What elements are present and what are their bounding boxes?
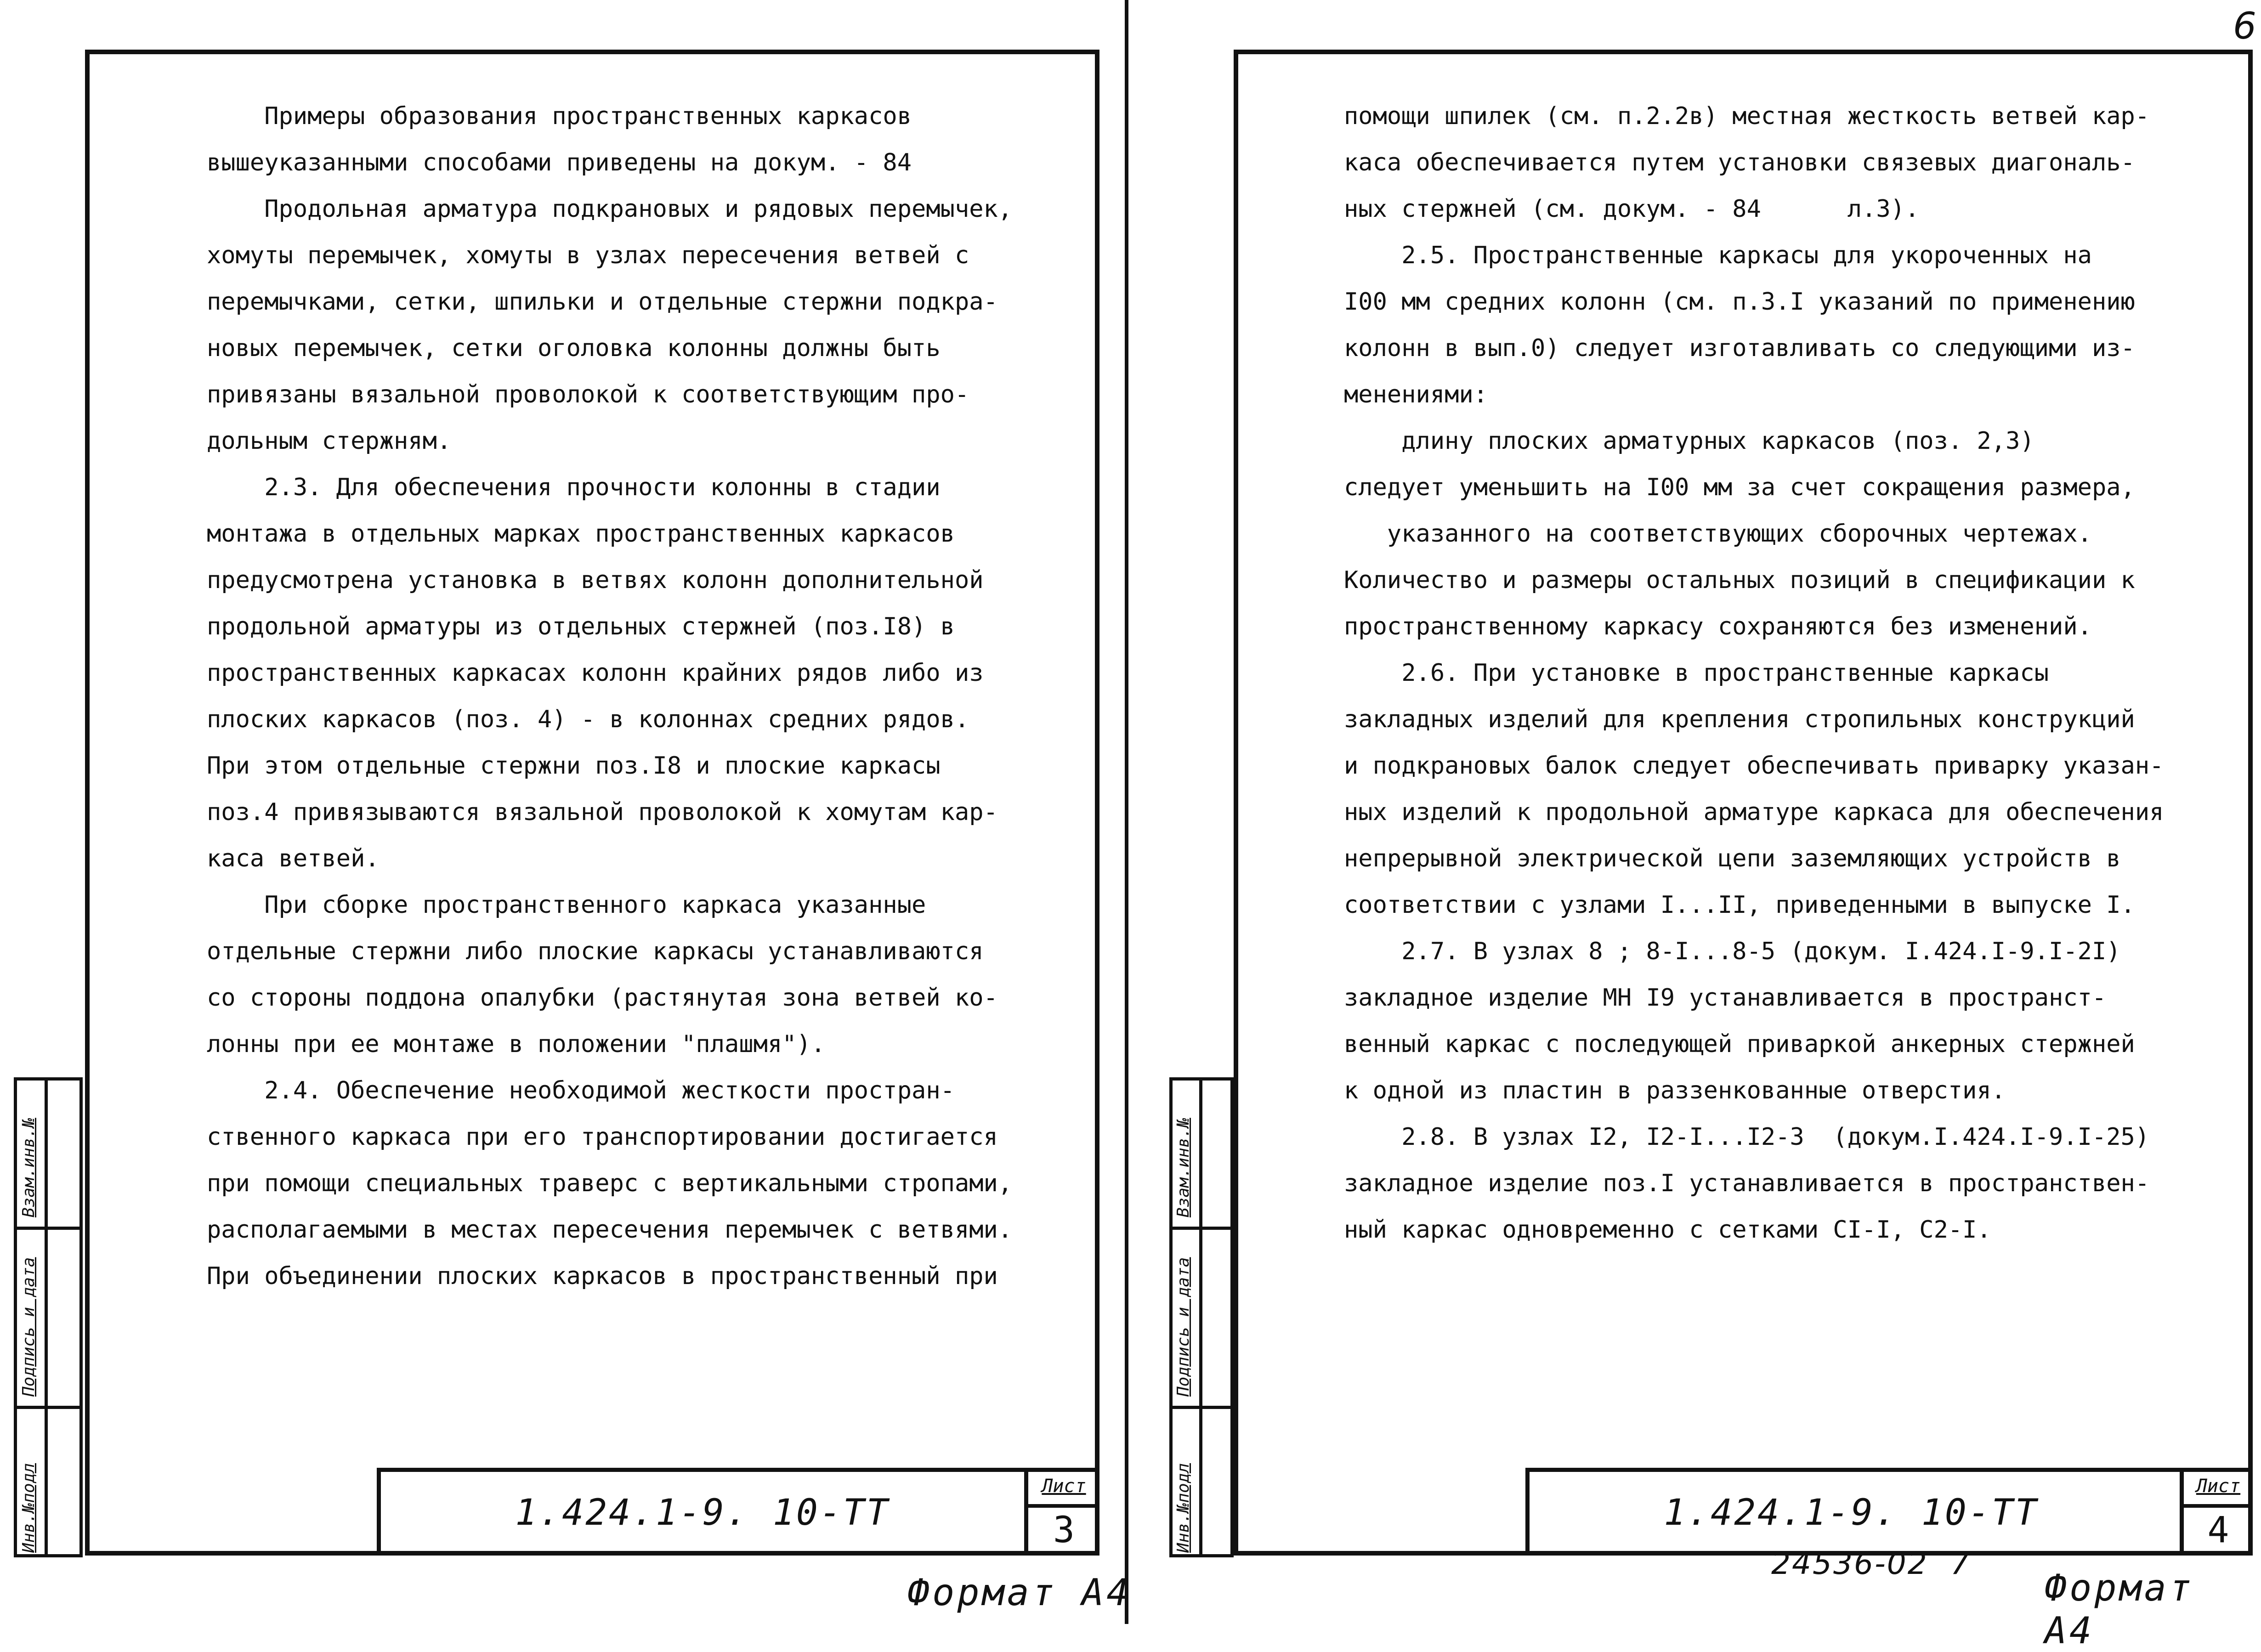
right-archive-number: 24536-02 7 [1771,1546,1971,1581]
left-text-line: новых перемычек, сетки оголовка колонны должны быть [207,334,941,362]
left-sheet-label: Лист [1042,1476,1086,1497]
right-text-line: каса обеспечивается путем установки связевых диагональ- [1344,149,2135,176]
right-text-line: и подкрановых балок следует обеспечивать приварку указан- [1344,752,2164,780]
left-text-line: Продольная арматура подкрановых и рядовых перемычек, [207,195,1013,223]
left-text-line: со стороны поддона опалубки (растянутая зона ветвей ко- [207,984,998,1012]
right-text-line: указанного на соответствующих сборочных чертежах. [1344,520,2092,548]
right-sheet-text [1344,93,2240,1253]
left-text-line: отдельные стержни либо плоские каркасы устанавливаются [207,938,984,965]
page-number: 6 [2233,5,2256,47]
right-text-line: менениями: [1344,381,1488,408]
right-text-line: закладное изделие МН I9 устанавливается в пространст- [1344,984,2107,1012]
left-text-line: при помощи специальных траверс с вертикальными стропами, [207,1170,1013,1197]
left-text-line: дольным стержням. [207,427,452,455]
left-text-line: При объединении плоских каркасов в пространственный при [207,1262,998,1290]
right-format-label: Формат А4 [2045,1567,2194,1652]
left-text-line: пространственных каркасах колонн крайних рядов либо из [207,659,984,687]
left-stamp-label-inv: Инв.№подл [19,1463,38,1553]
right-text-line: соответствии с узлами I...II, приведенными в выпуске I. [1344,891,2135,919]
right-text-line: пространственному каркасу сохраняются без изменений. [1344,613,2092,640]
right-text-line: 2.7. В узлах 8 ; 8-I...8-5 (докум. I.424.I-9.I-2I) [1344,938,2121,965]
left-text-line: хомуты перемычек, хомуты в узлах пересечения ветвей с [207,242,969,269]
left-stamp-inner-line [45,1081,48,1554]
left-text-line: перемычками, сетки, шпильки и отдельные стержни подкра- [207,288,998,316]
left-text-line: предусмотрена установка в ветвях колонн дополнительной [207,566,984,594]
left-stamp-divider-1 [17,1227,79,1230]
left-text-line: При этом отдельные стержни поз.I8 и плоские каркасы [207,752,941,780]
left-text-line: монтажа в отдельных марках пространственных каркасов [207,520,955,548]
right-title-block [1525,1468,2253,1556]
left-text-line: 2.3. Для обеспечения прочности колонны в стадии [207,474,941,501]
left-title-block [377,1468,1099,1556]
left-stamp-label-sign: Подпись и дата [19,1257,38,1397]
right-sheet-separator [2184,1504,2253,1508]
left-text-line: лонны при ее монтаже в положении "плашмя"). [207,1030,826,1058]
right-text-line: 2.5. Пространственные каркасы для укороченных на [1344,242,2092,269]
right-doc-code: 1.424.1-9. 10-TT [1664,1492,2039,1533]
right-sheet-label: Лист [2196,1476,2241,1497]
left-text-line: 2.4. Обеспечение необходимой жесткости простран- [207,1077,955,1104]
left-stamp-divider-2 [17,1406,79,1409]
right-text-line: помощи шпилек (см. п.2.2в) местная жесткость ветвей кар- [1344,102,2150,130]
right-stamp-label-replace: Взам.инв.№ [1174,1118,1193,1217]
right-text-line: закладное изделие поз.I устанавливается в пространствен- [1344,1170,2150,1197]
right-text-line: к одной из пластин в раззенкованные отверстия. [1344,1077,2006,1104]
right-text-line: ный каркас одновременно с сетками CI-I, C2-I. [1344,1216,1991,1244]
left-sheet-separator [1028,1504,1099,1508]
right-text-line: колонн в вып.0) следует изготавливать со следующими из- [1344,334,2135,362]
right-stamp-inner-line [1199,1081,1202,1554]
left-doc-code: 1.424.1-9. 10-TT [515,1492,890,1533]
left-text-line: привязаны вязальной проволокой к соответствующим про- [207,381,969,408]
left-text-line: поз.4 привязываются вязальной проволокой к хомутам кар- [207,798,998,826]
left-text-line: Примеры образования пространственных каркасов [207,102,912,130]
right-text-line: 2.8. В узлах I2, I2-I...I2-3 (докум.I.424.I-9.I-25) [1344,1123,2150,1151]
right-text-line: I00 мм средних колонн (см. п.3.I указаний по применению [1344,288,2135,316]
right-text-line: непрерывной электрической цепи заземляющих устройств в [1344,845,2121,872]
left-text-line: плоских каркасов (поз. 4) - в колоннах средних рядов. [207,706,969,733]
left-text-line: При сборке пространственного каркаса указанные [207,891,926,919]
right-text-line: закладных изделий для крепления стропильных конструкций [1344,706,2135,733]
left-text-line: вышеуказанными способами приведены на докум. - 84 [207,149,912,176]
right-sheet-cell [2180,1472,2253,1556]
right-text-line: длину плоских арматурных каркасов (поз. 2,3) [1344,427,2034,455]
right-text-line: следует уменьшить на I00 мм за счет сокращения размера, [1344,474,2135,501]
left-sheet-number: 3 [1053,1510,1075,1551]
right-sheet-number: 4 [2207,1510,2229,1551]
sheet-divider [1125,0,1128,1624]
left-format-label: Формат А4 [907,1571,1132,1614]
left-text-line: каса ветвей. [207,845,380,872]
right-text-line: венный каркас с последующей приваркой анкерных стержней [1344,1030,2135,1058]
right-stamp-label-sign: Подпись и дата [1174,1257,1193,1397]
right-text-line: ных стержней (см. докум. - 84 л.3). [1344,195,1920,223]
left-text-line: располагаемыми в местах пересечения перемычек с ветвями. [207,1216,1013,1244]
left-stamp-label-replace: Взам.инв.№ [19,1118,38,1217]
left-text-line: продольной арматуры из отдельных стержней (поз.I8) в [207,613,955,640]
right-text-line: Количество и размеры остальных позиций в спецификации к [1344,566,2135,594]
right-text-line: 2.6. При установке в пространственные каркасы [1344,659,2049,687]
right-text-line: ных изделий к продольной арматуре каркаса для обеспечения [1344,798,2164,826]
left-sheet-text [207,93,1080,1300]
left-text-line: ственного каркаса при его транспортировании достигается [207,1123,998,1151]
left-sheet-cell [1024,1472,1099,1556]
right-stamp-label-inv: Инв.№подл [1174,1463,1193,1553]
